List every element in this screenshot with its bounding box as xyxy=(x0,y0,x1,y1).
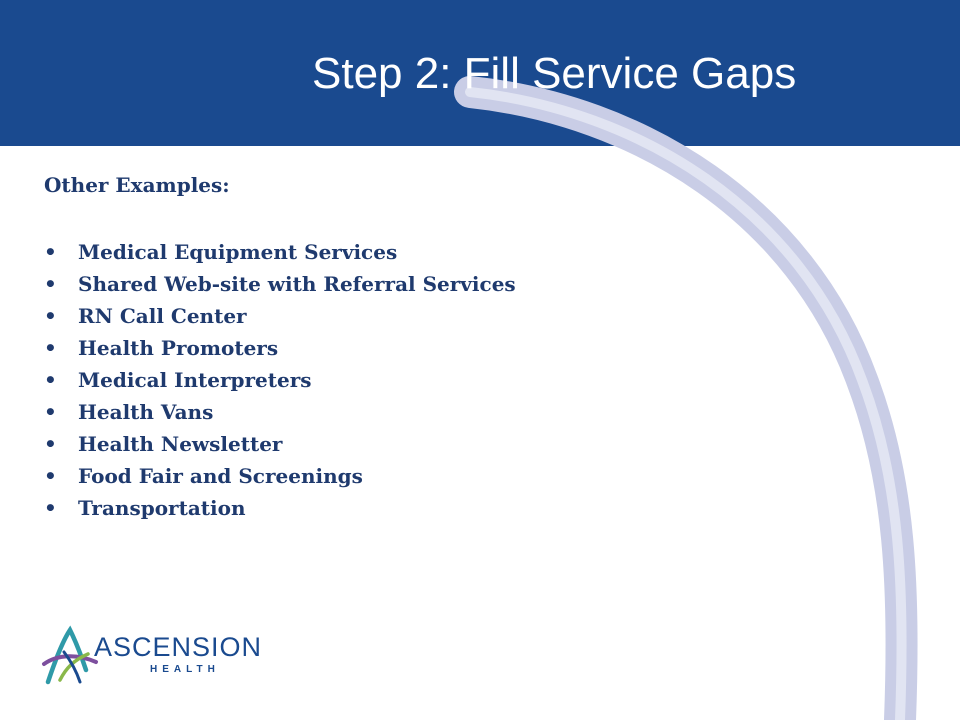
bullet-icon: • xyxy=(44,400,57,424)
bullet-icon: • xyxy=(44,240,57,264)
list-item-text: Health Promoters xyxy=(78,336,279,360)
list-item-text: RN Call Center xyxy=(78,304,247,328)
bullet-icon: • xyxy=(44,304,57,328)
list-item-text: Health Newsletter xyxy=(78,432,283,456)
bullet-icon: • xyxy=(44,432,57,456)
list-item xyxy=(44,300,804,332)
bullet-icon: • xyxy=(44,464,57,488)
list-item xyxy=(44,268,804,300)
logo-wordmark: ASCENSION xyxy=(94,632,263,662)
list-item xyxy=(44,332,804,364)
bullet-list xyxy=(44,236,804,524)
list-item-text: Medical Interpreters xyxy=(78,368,312,392)
list-item xyxy=(44,460,804,492)
slide-content xyxy=(44,170,804,524)
intro-text: Other Examples: xyxy=(44,173,230,197)
list-item-text: Food Fair and Screenings xyxy=(78,464,363,488)
list-item-text: Health Vans xyxy=(78,400,214,424)
list-item xyxy=(44,396,804,428)
slide-title: Step 2: Fill Service Gaps xyxy=(312,49,797,98)
bullet-icon: • xyxy=(44,272,57,296)
list-item xyxy=(44,428,804,460)
bullet-icon: • xyxy=(44,368,57,392)
list-item xyxy=(44,364,804,396)
ascension-logo-icon xyxy=(40,624,100,686)
list-item-text: Shared Web-site with Referral Services xyxy=(78,272,516,296)
list-item xyxy=(44,492,804,524)
list-item xyxy=(44,236,804,268)
logo-subtitle: HEALTH xyxy=(150,664,220,675)
bullet-icon: • xyxy=(44,496,57,520)
ascension-health-logo xyxy=(40,624,263,686)
list-item-text: Transportation xyxy=(78,496,246,520)
list-item-text: Medical Equipment Services xyxy=(78,240,398,264)
bullet-icon: • xyxy=(44,336,57,360)
